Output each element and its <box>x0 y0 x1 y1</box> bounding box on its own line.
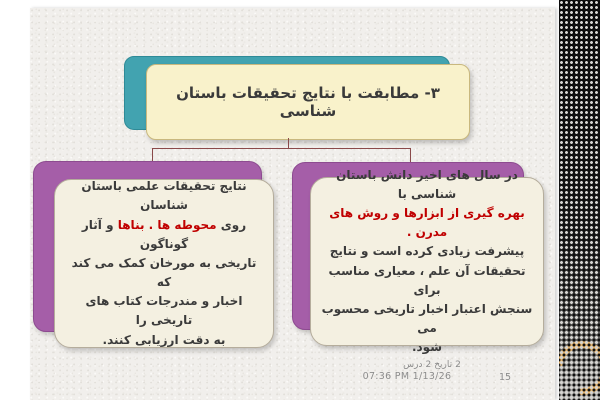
footer-datetime: 07:36 PM 1/13/26 <box>362 371 452 382</box>
footer-page-number: 15 <box>499 372 512 383</box>
left-card <box>54 179 274 348</box>
footer-lesson-label: درس 2 تاریخ 2 <box>403 360 461 370</box>
right-card-text: در سال های اخیر دانش باستان شناسی با بهره گیری از ابزارها و روش های مدرن . پیشرفت زیادی کرده است و نتایج تحقیقات آن علم ، معیاری مناسب برای سنجش اعتبار اخبار تاریخی محسوب می شود. <box>321 167 533 355</box>
right-card <box>310 167 544 355</box>
slide-title: ۳- مطابقت با نتایج تحقیقات باستان شناسی <box>176 84 440 120</box>
page-edge-strip <box>559 0 600 400</box>
title-box <box>146 64 470 140</box>
halftone-dots-texture <box>559 0 600 400</box>
connector-vertical-top <box>288 138 289 148</box>
connector-horizontal <box>152 148 410 149</box>
connector-drop-left <box>152 148 153 161</box>
left-card-text: نتایج تحقیقات علمی باستان شناسان روی محوطه ها . بناها و آثار گوناگون تاریخی به مورخان کمک می کند که اخبار و مندرجات کتاب های تاریخی را به دقت ارزیابی کنند. <box>71 179 257 347</box>
